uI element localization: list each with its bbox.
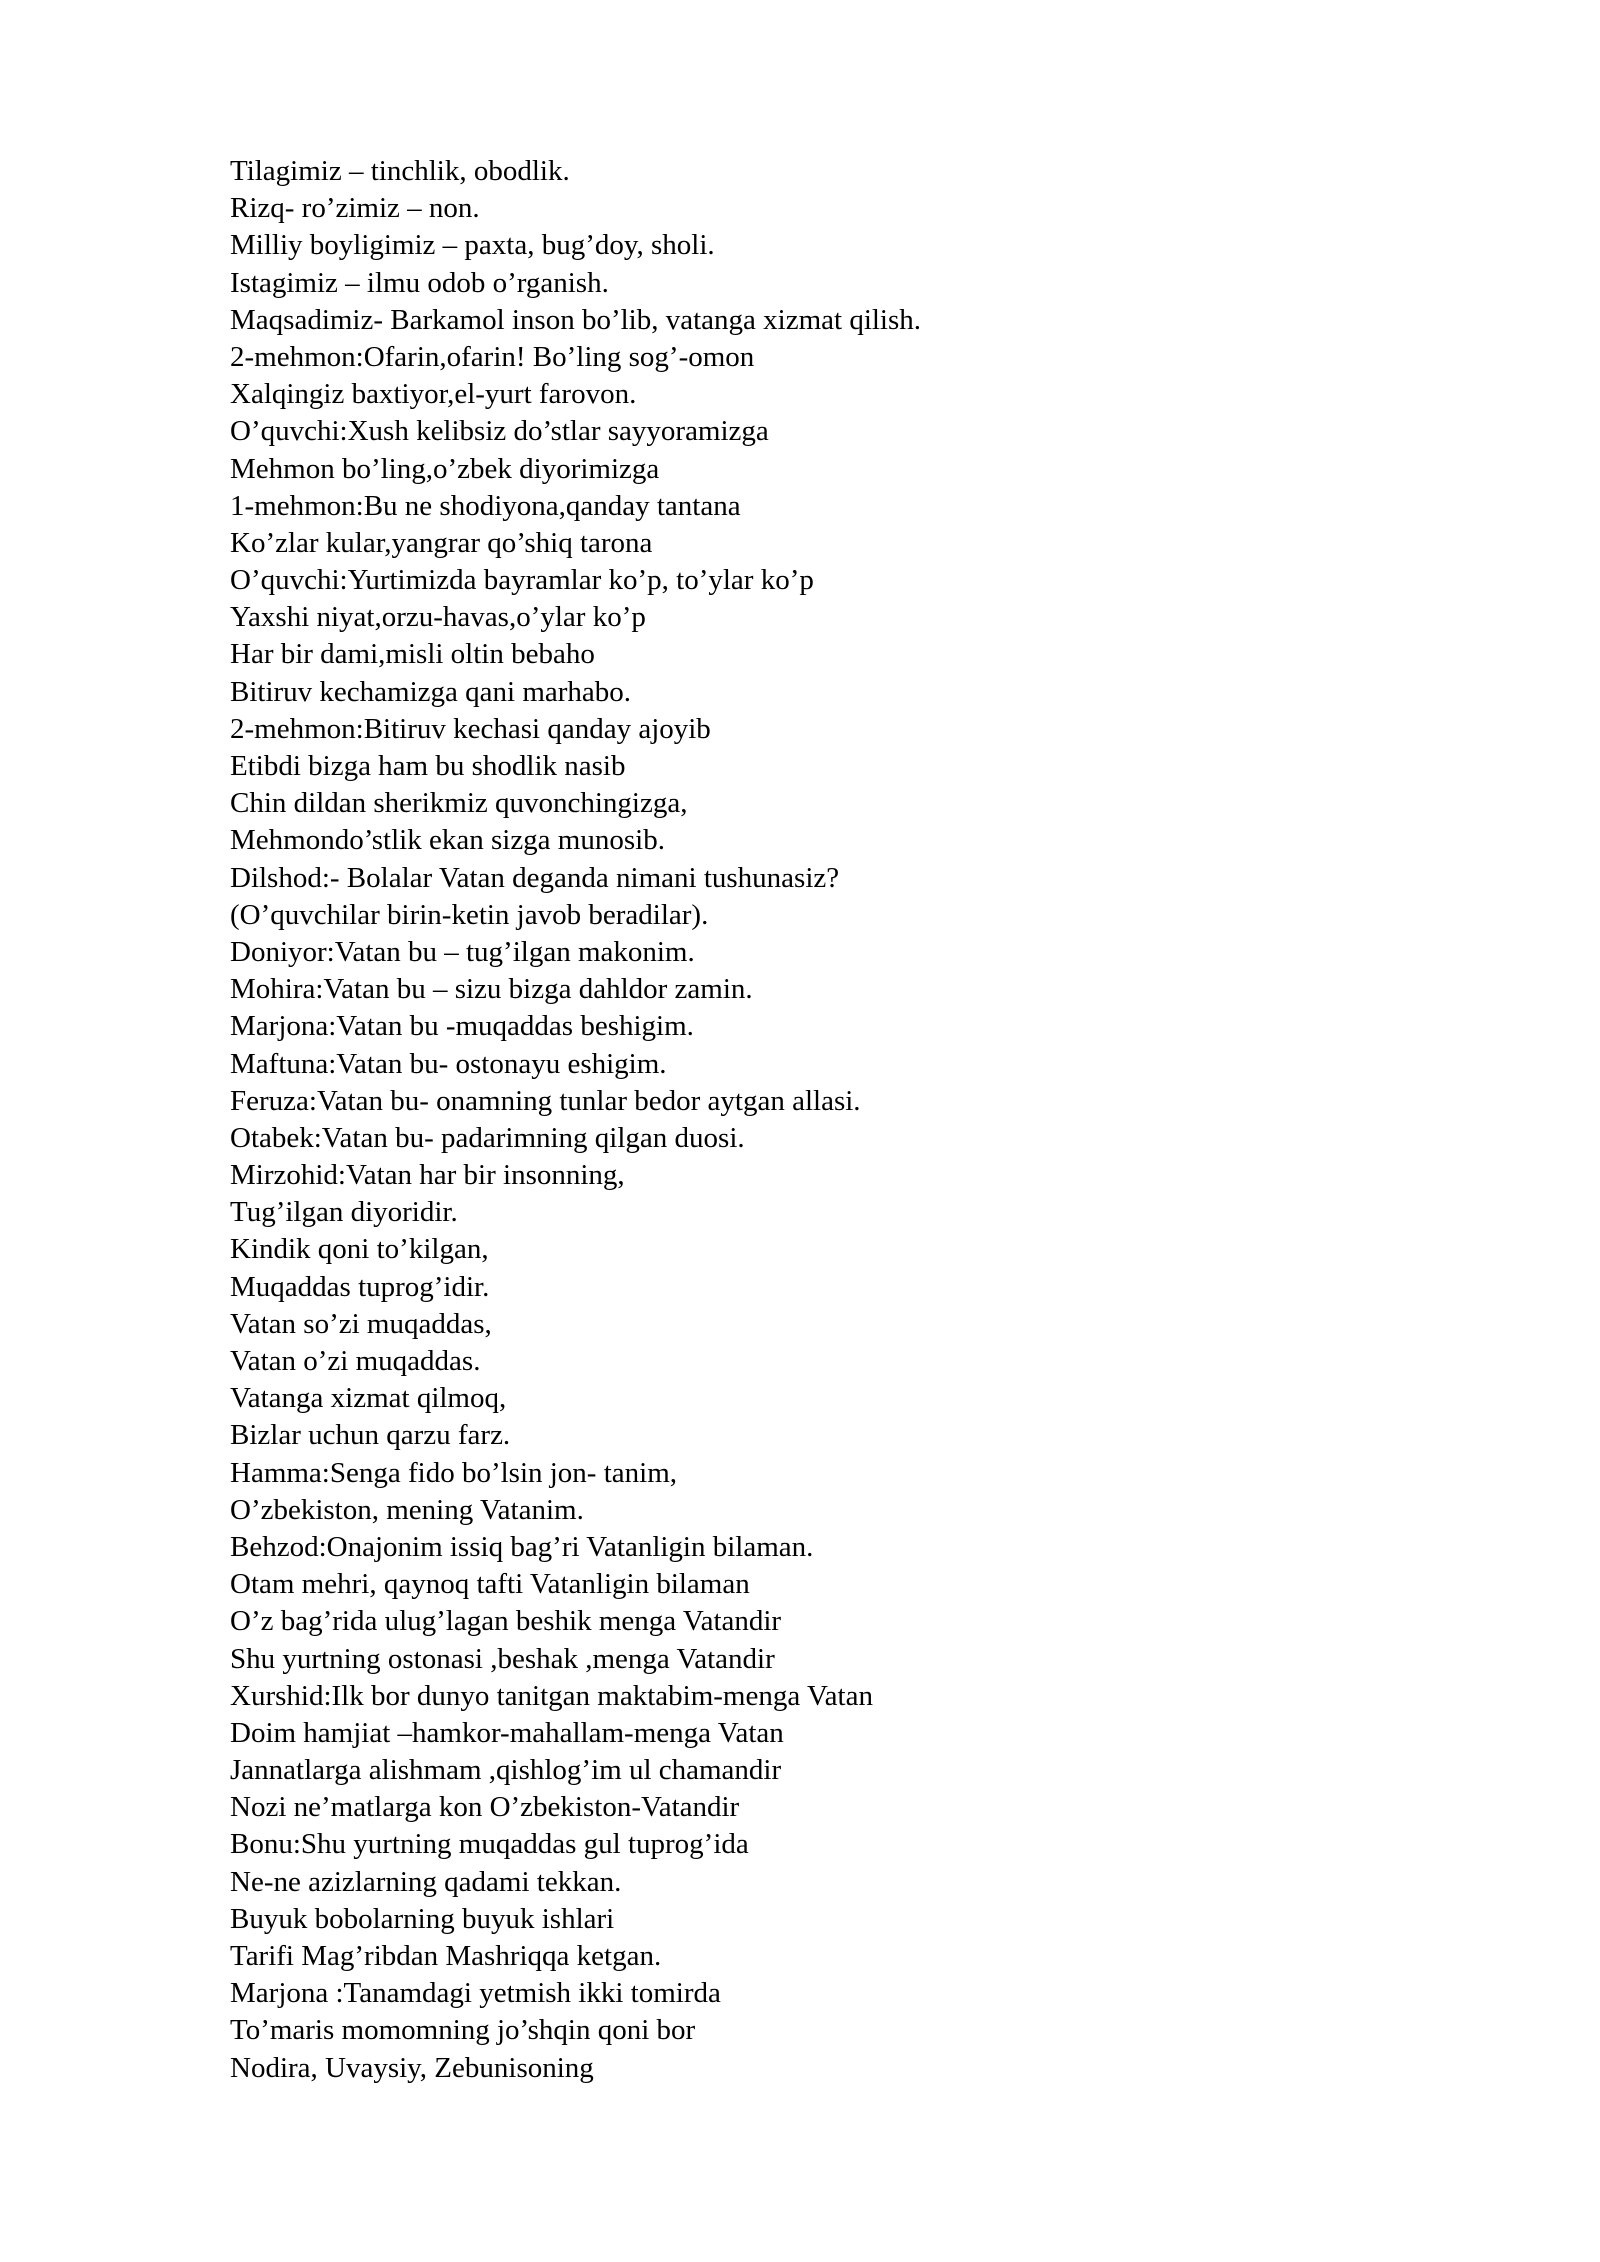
text-line: Doniyor:Vatan bu – tug’ilgan makonim. — [230, 935, 695, 968]
text-line: Feruza:Vatan bu- onamning tunlar bedor aytgan allasi. — [230, 1084, 861, 1117]
document-text — [230, 153, 1480, 2087]
text-line: O’zbekiston, mening Vatanim. — [230, 1493, 584, 1526]
text-line: Tilagimiz – tinchlik, obodlik. — [230, 155, 570, 187]
text-line: Doim hamjiat –hamkor-mahallam-menga Vatan — [230, 1716, 784, 1749]
text-line: O’quvchi:Xush kelibsiz do’stlar sayyoramizga — [230, 415, 769, 448]
text-line: Mohira:Vatan bu – sizu bizga dahldor zamin. — [230, 973, 753, 1006]
text-line: Maqsadimiz- Barkamol inson bo’lib, vatanga xizmat qilish. — [230, 303, 922, 336]
text-line: Tug’ilgan diyoridir. — [230, 1196, 458, 1229]
text-line: Vatan so’zi muqaddas, — [230, 1307, 492, 1340]
text-line: Behzod:Onajonim issiq bag’ri Vatanligin bilaman. — [230, 1530, 814, 1563]
text-line: Nodira, Uvaysiy, Zebunisoning — [230, 2051, 594, 2084]
text-line: O’z bag’rida ulug’lagan beshik menga Vatandir — [230, 1605, 782, 1638]
text-line: Tarifi Mag’ribdan Mashriqqa ketgan. — [230, 1940, 662, 1972]
text-line: Jannatlarga alishmam ,qishlog’im ul chamandir — [230, 1754, 782, 1787]
text-line: Hamma:Senga fido bo’lsin jon- tanim, — [230, 1456, 678, 1489]
text-line: Nozi ne’matlarga kon O’zbekiston-Vatandir — [230, 1791, 740, 1824]
text-line: Vatan o’zi muqaddas. — [230, 1345, 481, 1377]
text-line: Dilshod:- Bolalar Vatan deganda nimani tushunasiz? — [230, 861, 840, 894]
text-line: Bonu:Shu yurtning muqaddas gul tuprog’ida — [230, 1828, 749, 1861]
text-line: Chin dildan sherikmiz quvonchingizga, — [230, 787, 688, 820]
text-line: Xalqingiz baxtiyor,el-yurt farovon. — [230, 378, 637, 411]
text-line: Bizlar uchun qarzu farz. — [230, 1419, 511, 1452]
text-line: Buyuk bobolarning buyuk ishlari — [230, 1902, 615, 1935]
text-line: Bitiruv kechamizga qani marhabo. — [230, 675, 632, 708]
text-line: Marjona :Tanamdagi yetmish ikki tomirda — [230, 1977, 721, 2010]
text-line: Mehmondo’stlik ekan sizga munosib. — [230, 824, 665, 857]
text-line: Rizq- ro’zimiz – non. — [230, 192, 480, 225]
text-line: Etibdi bizga ham bu shodlik nasib — [230, 750, 626, 782]
text-line: 2-mehmon:Ofarin,ofarin! Bo’ling sog’-omon — [230, 340, 755, 373]
text-line: Marjona:Vatan bu -muqaddas beshigim. — [230, 1010, 694, 1043]
text-line: To’maris momomning jo’shqin qoni bor — [230, 2014, 696, 2047]
text-line: Maftuna:Vatan bu- ostonayu eshigim. — [230, 1047, 667, 1080]
text-line: O’quvchi:Yurtimizda bayramlar ko’p, to’ylar ko’p — [230, 564, 814, 597]
text-line: (O’quvchilar birin-ketin javob beradilar). — [230, 898, 709, 931]
text-line: 2-mehmon:Bitiruv kechasi qanday ajoyib — [230, 712, 711, 745]
text-line: Yaxshi niyat,orzu-havas,o’ylar ko’p — [230, 601, 646, 634]
text-line: Milliy boyligimiz – paxta, bug’doy, sholi. — [230, 229, 715, 262]
text-line: Kindik qoni to’kilgan, — [230, 1233, 489, 1266]
text-line: 1-mehmon:Bu ne shodiyona,qanday tantana — [230, 489, 741, 522]
text-line: Shu yurtning ostonasi ,beshak ,menga Vatandir — [230, 1642, 775, 1675]
text-line: Har bir dami,misli oltin bebaho — [230, 638, 595, 671]
text-line: Xurshid:Ilk bor dunyo tanitgan maktabim-menga Vatan — [230, 1679, 873, 1712]
text-line: Mehmon bo’ling,o’zbek diyorimizga — [230, 452, 660, 485]
text-line: Vatanga xizmat qilmoq, — [230, 1382, 507, 1415]
text-line: Otam mehri, qaynoq tafti Vatanligin bilaman — [230, 1568, 750, 1601]
text-line: Ne-ne azizlarning qadami tekkan. — [230, 1865, 622, 1898]
text-line: Muqaddas tuprog’idir. — [230, 1270, 490, 1303]
text-line: Ko’zlar kular,yangrar qo’shiq tarona — [230, 526, 653, 559]
text-line: Istagimiz – ilmu odob o’rganish. — [230, 266, 609, 299]
text-line: Otabek:Vatan bu- padarimning qilgan duosi. — [230, 1121, 745, 1154]
text-line: Mirzohid:Vatan har bir insonning, — [230, 1159, 625, 1192]
